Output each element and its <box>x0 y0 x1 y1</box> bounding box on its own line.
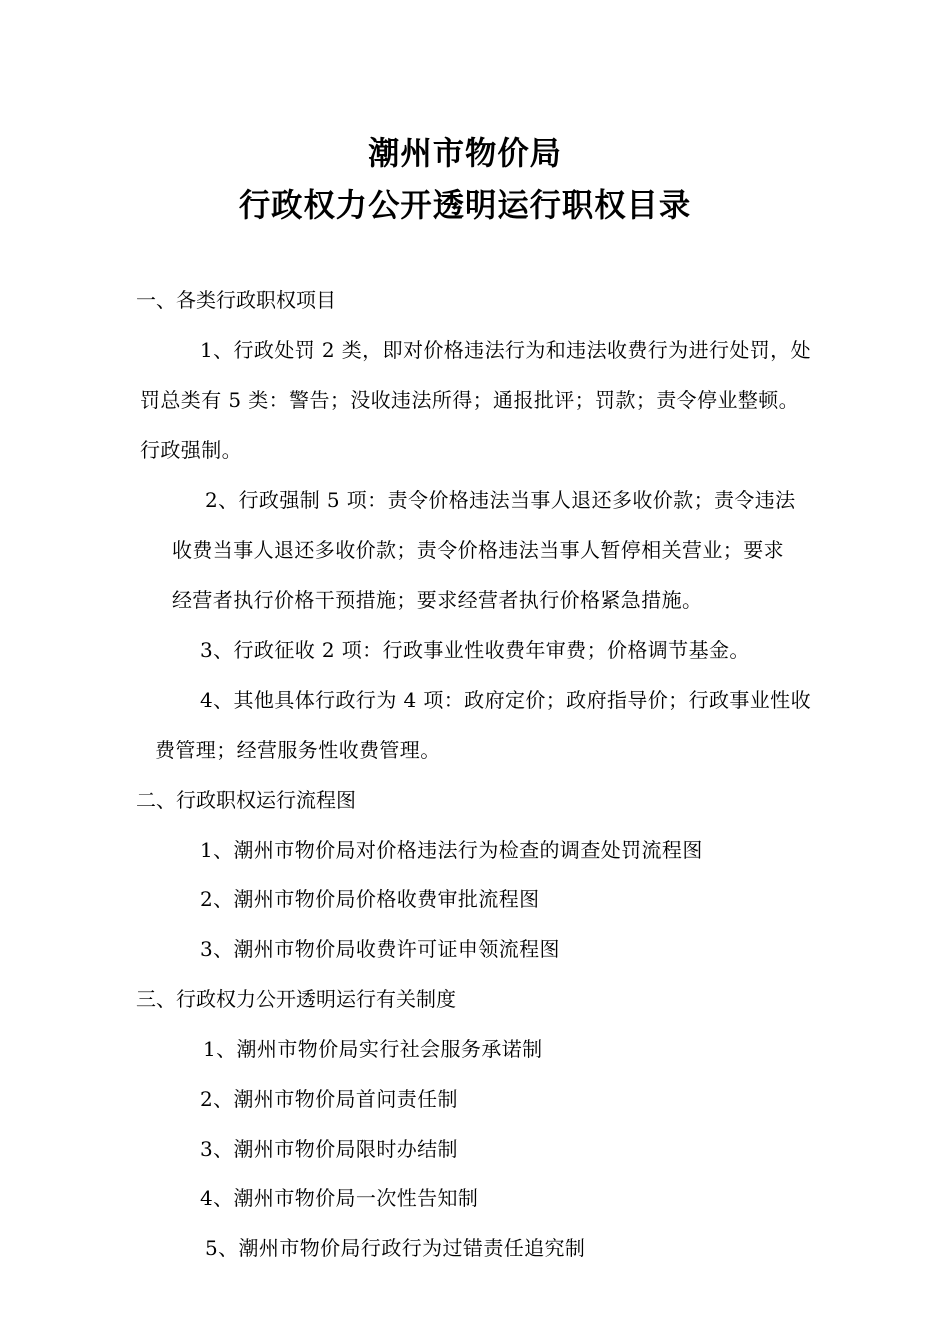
list-item: 1、潮州市物价局实行社会服务承诺制 <box>203 1037 543 1061</box>
paragraph-line: 1、行政处罚 2 类，即对价格违法行为和违法收费行为进行处罚，处 <box>200 338 811 362</box>
paragraph-line: 费管理；经营服务性收费管理。 <box>155 738 441 762</box>
list-item: 3、潮州市物价局收费许可证申领流程图 <box>200 937 560 961</box>
list-item: 1、潮州市物价局对价格违法行为检查的调查处罚流程图 <box>200 838 703 862</box>
section-heading: 二、行政职权运行流程图 <box>136 788 356 812</box>
paragraph-line: 2、行政强制 5 项：责令价格违法当事人退还多收价款；责令违法 <box>205 488 796 512</box>
list-item: 2、潮州市物价局首问责任制 <box>200 1087 458 1111</box>
section-heading: 一、各类行政职权项目 <box>136 288 336 312</box>
paragraph-line: 罚总类有 5 类：警告；没收违法所得；通报批评；罚款；责令停业整顿。 <box>140 388 800 412</box>
paragraph-line: 4、其他具体行政行为 4 项：政府定价；政府指导价；行政事业性收 <box>200 688 811 712</box>
paragraph-line: 行政强制。 <box>140 438 242 462</box>
paragraph-line: 3、行政征收 2 项：行政事业性收费年审费；价格调节基金。 <box>200 638 750 662</box>
list-item: 4、潮州市物价局一次性告知制 <box>200 1186 479 1210</box>
paragraph-line: 收费当事人退还多收价款；责令价格违法当事人暂停相关营业；要求 <box>172 538 784 562</box>
page-title: 潮州市物价局 <box>368 134 562 172</box>
list-item: 5、潮州市物价局行政行为过错责任追究制 <box>205 1236 586 1260</box>
section-heading: 三、行政权力公开透明运行有关制度 <box>136 987 456 1011</box>
list-item: 2、潮州市物价局价格收费审批流程图 <box>200 887 540 911</box>
page-subtitle: 行政权力公开透明运行职权目录 <box>238 186 692 224</box>
paragraph-line: 经营者执行价格干预措施；要求经营者执行价格紧急措施。 <box>172 588 703 612</box>
list-item: 3、潮州市物价局限时办结制 <box>200 1137 458 1161</box>
